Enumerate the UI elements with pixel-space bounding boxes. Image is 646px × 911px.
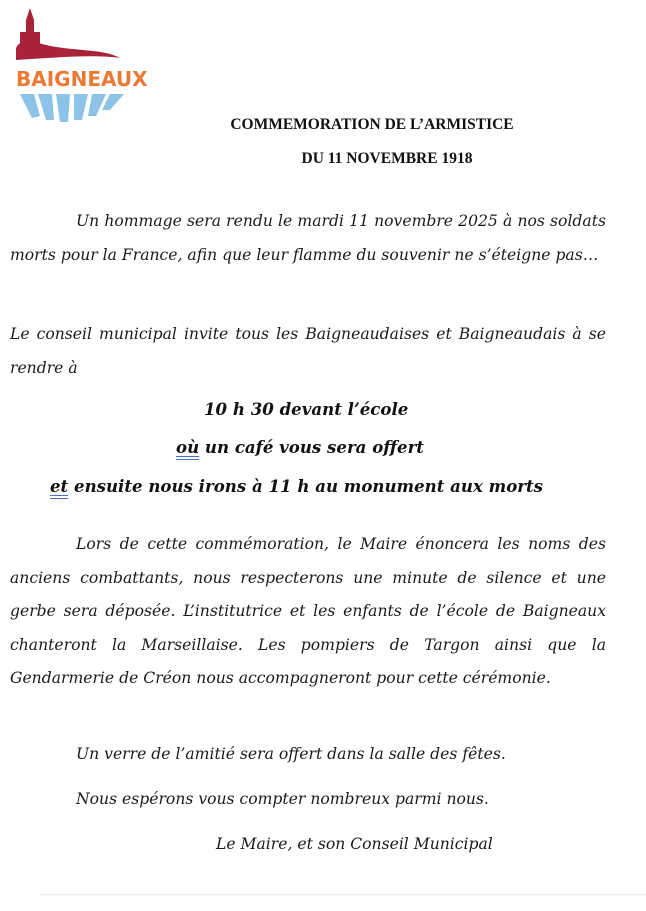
title-line-2: DU 11 NOVEMBRE 1918 (301, 150, 473, 167)
schedule-line-2-first-word: où (176, 437, 200, 457)
logo-text: BAIGNEAUX (16, 67, 148, 91)
schedule-line-3-rest: ensuite nous irons à 11 h au monument aux morts (68, 476, 544, 496)
signature-line: Le Maire, et son Conseil Municipal (216, 835, 493, 853)
bottom-divider (40, 894, 646, 895)
schedule-line-3-first-word: et (50, 476, 69, 496)
details-paragraph: Lors de cette commémoration, le Maire énoncera les noms des anciens combattants, nous respecterons une minute de silence et une gerbe sera déposée. L’institutrice et les enfants de l’école de Baigneaux chanteront la Marseillaise. Les pompiers de Targon ainsi que la Gendarmerie de Créon nous accompagneront pour cette cérémonie. (10, 535, 606, 687)
intro-paragraph: Un hommage sera rendu le mardi 11 novembre 2025 à nos soldats morts pour la France, afin que leur flamme du souvenir ne s’éteigne pas… (10, 212, 606, 264)
schedule-line-2 (0, 437, 646, 457)
schedule-line-3 (0, 476, 646, 496)
schedule-line-1: 10 h 30 devant l’école (204, 399, 409, 419)
baigneaux-logo (12, 6, 148, 130)
schedule-line-2-rest: un café vous sera offert (199, 437, 424, 457)
verre-line: Un verre de l’amitié sera offert dans la salle des fêtes. (76, 745, 506, 763)
title-line-1: COMMEMORATION DE L’ARMISTICE (230, 116, 514, 133)
invite-paragraph: Le conseil municipal invite tous les Baigneaudaises et Baigneaudais à se rendre à (10, 325, 606, 377)
esperons-line: Nous espérons vous compter nombreux parmi nous. (76, 790, 489, 808)
